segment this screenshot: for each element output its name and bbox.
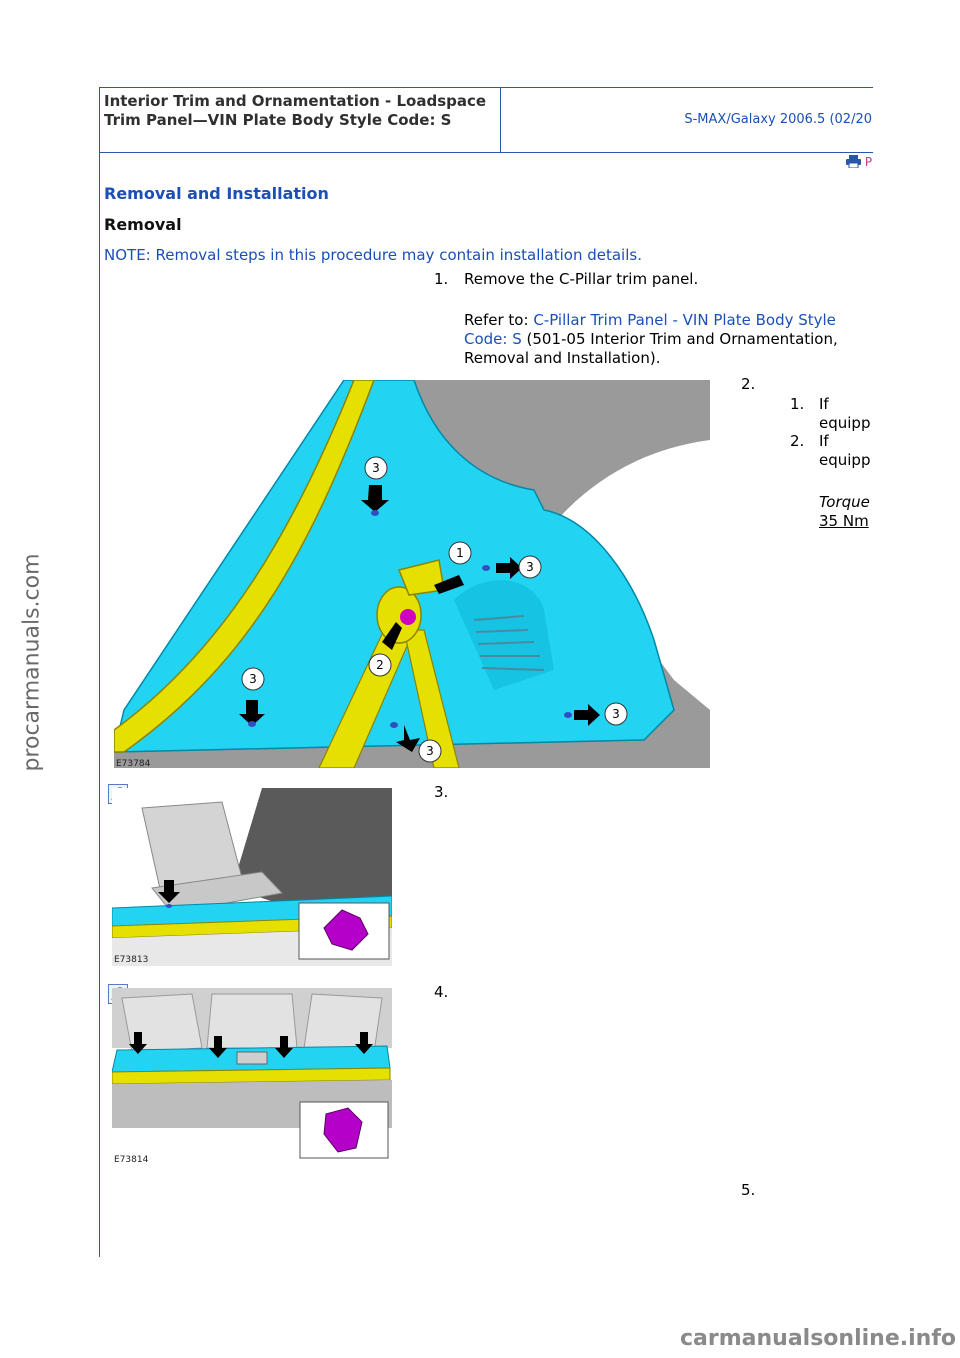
watermark-bottom: carmanualsonline.info [680, 1326, 956, 1351]
step-3-number: 3. [434, 783, 449, 801]
callout-3a: 3 [372, 461, 380, 475]
figure-3-code: E73814 [114, 1155, 149, 1165]
section-subheading: Removal [104, 215, 182, 234]
callout-3b: 3 [526, 560, 534, 574]
torque-label: Torque [819, 493, 870, 511]
watermark-left: procarmanuals.com [19, 553, 45, 772]
refer-prefix: Refer to: [464, 311, 529, 329]
torque-value: 35 Nm [819, 512, 869, 530]
refer-link[interactable]: C-Pillar Trim Panel - VIN Plate Body Style Code: S [464, 311, 836, 348]
left-rule [99, 87, 100, 1257]
model-label: S-MAX/Galaxy 2006.5 (02/20 [684, 112, 872, 127]
printer-icon [846, 155, 861, 168]
step-1-reference [464, 311, 869, 368]
note-text: NOTE: Removal steps in this procedure may contain installation details. [104, 246, 642, 264]
step-1-number: 1. [434, 270, 449, 288]
step-2-sub2-text: If equipp [819, 432, 871, 469]
callout-3d: 3 [612, 707, 620, 721]
loadspace-rear-diagram [112, 988, 392, 1166]
step-2-number: 2. [741, 375, 756, 393]
print-label: P [864, 155, 873, 169]
figure-1-code: E73784 [116, 759, 151, 768]
callout-3e: 3 [426, 744, 434, 758]
callout-2: 2 [376, 658, 384, 672]
step-1-text: Remove the C-Pillar trim panel. [464, 270, 699, 288]
figure-2-code: E73813 [114, 955, 149, 965]
print-button[interactable] [846, 155, 872, 169]
refer-suffix: (501-05 Interior Trim and Ornamentation, Removal and Installation). [464, 330, 838, 367]
step-2-sub1-text: If equipp [819, 395, 871, 432]
step-2-sub2-number: 2. [790, 432, 805, 450]
step-5-number: 5. [741, 1181, 756, 1199]
header-top-rule [99, 87, 873, 88]
header-divider [500, 87, 501, 153]
c-pillar-diagram [114, 380, 710, 768]
header-bottom-rule [99, 152, 873, 153]
page-title: Interior Trim and Ornamentation - Loadspace Trim Panel—VIN Plate Body Style Code: S [104, 92, 487, 129]
step-4-number: 4. [434, 983, 449, 1001]
loadspace-side-diagram [112, 788, 392, 966]
callout-3c: 3 [249, 672, 257, 686]
callout-1: 1 [456, 546, 464, 560]
section-heading: Removal and Installation [104, 184, 329, 203]
step-2-sub1-number: 1. [790, 395, 805, 413]
